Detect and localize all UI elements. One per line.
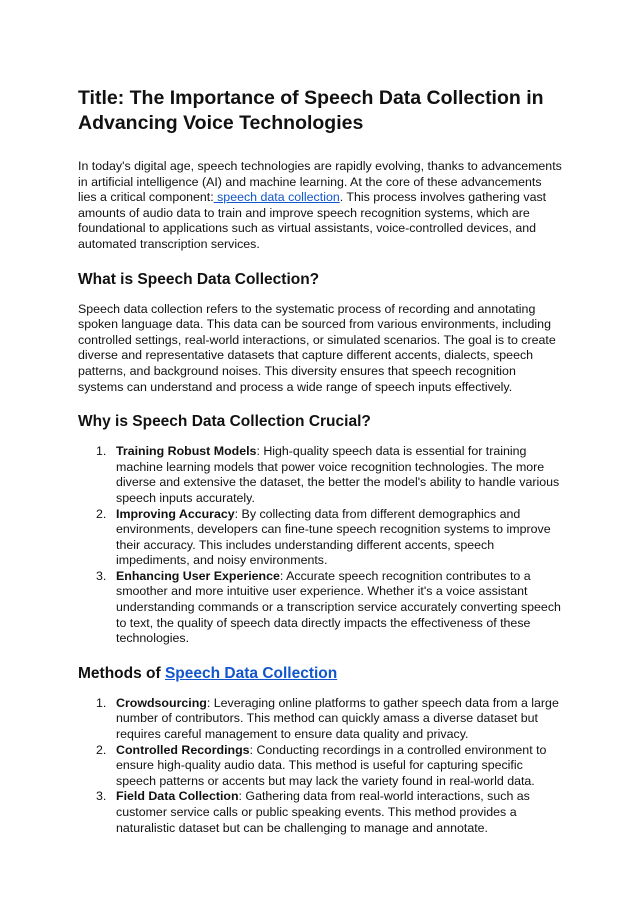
- list-item-term: Field Data Collection: [116, 789, 239, 804]
- list-item-text: : Accurate speech recognition contributes to a smoother and more intuitive user experience. Whether it's a voice assistant understanding commands or a transcription service accurately converting speech to text, the quality of speech data directly impacts the effectiveness of these technologies.: [116, 568, 561, 646]
- list-item-term: Crowdsourcing: [116, 695, 207, 710]
- list-item-term: Improving Accuracy: [116, 506, 235, 521]
- list-item-term: Training Robust Models: [116, 444, 257, 459]
- methods-heading-link[interactable]: Speech Data Collection: [164, 664, 338, 682]
- list-item-term: Controlled Recordings: [116, 742, 250, 757]
- section-what-is-body: Speech data collection refers to the systematic process of recording and annotating spoken language data. This data can be sourced from various environments, including controlled settings, real-world interactions, or simulated scenarios. The goal is to create diverse and representative datasets that capture different accents, dialects, speech patterns, and background noises. This diversity ensures that speech recognition systems can understand and process a wide range of speech inputs effectively.: [78, 301, 556, 394]
- intro-text-before: In today's digital age, speech technologies are rapidly evolving, thanks to advancements in artificial intelligence (AI) and machine learning. At the core of these advancements lies a critical component:: [78, 159, 562, 205]
- methods-list: [78, 696, 562, 836]
- list-item: [78, 569, 562, 647]
- section-heading-why-crucial: Why is Speech Data Collection Crucial?: [78, 413, 371, 431]
- list-item-number: 1.: [96, 695, 107, 710]
- list-item: [78, 789, 562, 836]
- list-item-text: : By collecting data from different demographics and environments, developers can fine-tune speech recognition systems to improve their accuracy. This includes understanding different accents, speech impediments, and noisy environments.: [116, 506, 551, 568]
- list-item: [78, 743, 562, 790]
- list-item-text: : High-quality speech data is essential for training machine learning models that power voice recognition technologies. The more diverse and extensive the dataset, the better the model's ability to handle various speech inputs accurately.: [116, 444, 560, 505]
- list-item: [78, 507, 562, 569]
- methods-heading-prefix: Methods of: [78, 664, 165, 682]
- list-item: [78, 696, 562, 743]
- list-item-number: 1.: [96, 444, 107, 459]
- list-item-text: : Gathering data from real-world interactions, such as customer service calls or public speaking events. This method provides a naturalistic dataset but can be challenging to manage and annotate.: [116, 789, 530, 835]
- intro-paragraph: [78, 159, 562, 253]
- list-item: [78, 444, 562, 506]
- list-item-term: Enhancing User Experience: [116, 568, 280, 583]
- section-heading-methods: [78, 664, 562, 684]
- list-item-number: 3.: [96, 789, 107, 804]
- section-heading-what-is: What is Speech Data Collection?: [78, 270, 320, 288]
- list-item-number: 2.: [96, 506, 107, 521]
- list-item-number: 2.: [96, 742, 107, 757]
- list-item-text: : Leveraging online platforms to gather speech data from a large number of contributors. This method can quickly amass a diverse dataset but requires careful management to ensure data quality and privacy.: [116, 695, 559, 742]
- list-item-text: : Conducting recordings in a controlled environment to ensure high-quality audio data. This method is useful for capturing specific speech patterns or accents but may lack the variety found in real-world data.: [116, 742, 547, 788]
- why-crucial-list: [78, 444, 562, 647]
- intro-text-after: . This process involves gathering vast amounts of audio data to train and improve speech recognition systems, which are foundational to applications such as virtual assistants, voice-controlled devices, and automated transcription services.: [78, 190, 547, 251]
- list-item-number: 3.: [96, 568, 107, 583]
- speech-data-collection-link[interactable]: speech data collection: [213, 190, 340, 205]
- document-title: Title: The Importance of Speech Data Collection in Advancing Voice Technologies: [78, 87, 544, 134]
- document-page: [78, 86, 562, 853]
